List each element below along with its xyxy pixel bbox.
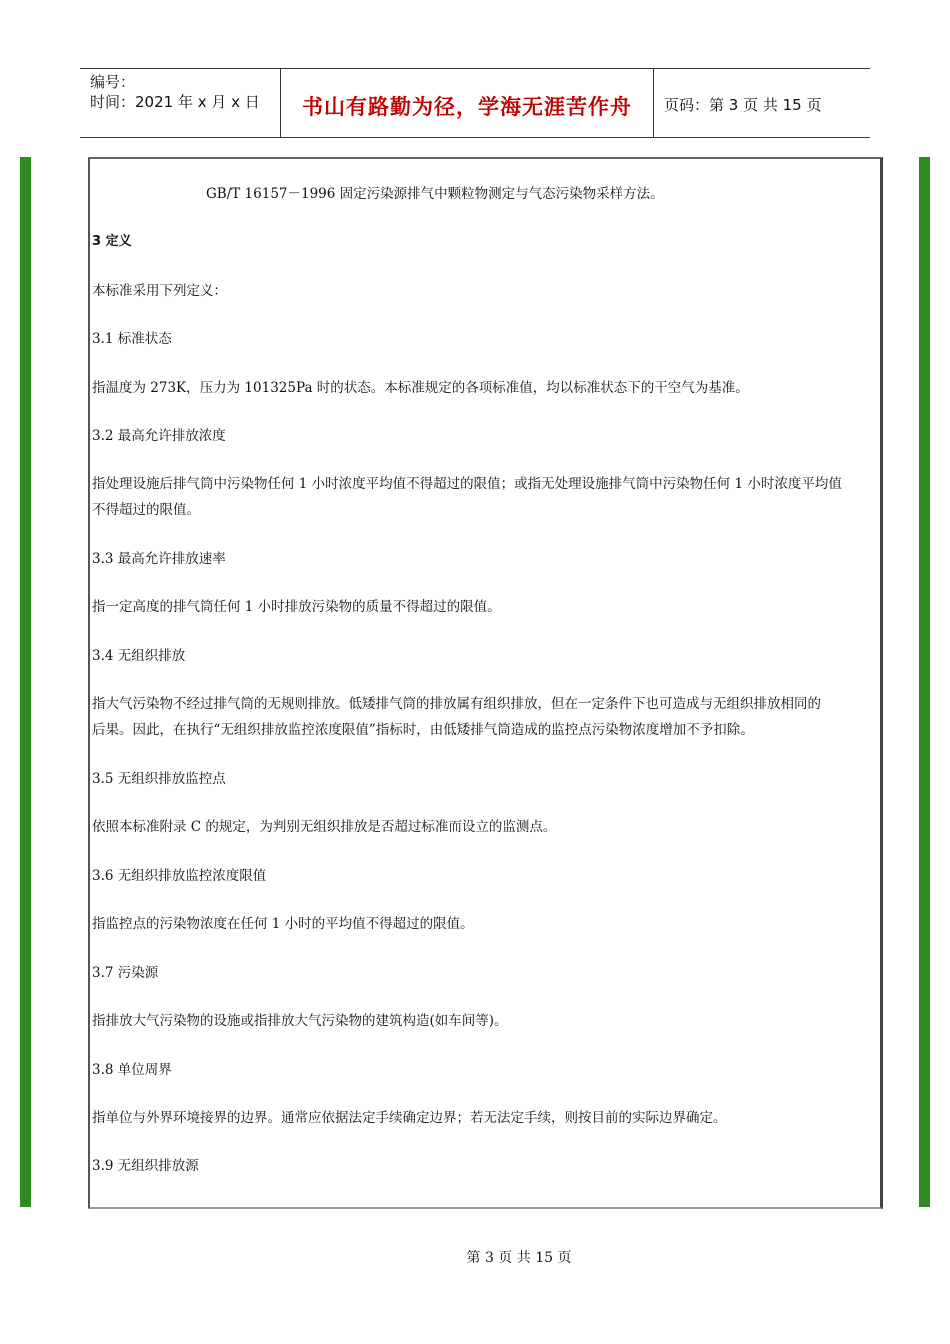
- item-text: 指温度为 273K，压力为 101325Pa 时的状态。本标准规定的各项标准值，均以标准状态下的干空气为基准。: [92, 380, 749, 396]
- item-title: 3.8 单位周界: [92, 1062, 172, 1078]
- item-text: 指处理设施后排气筒中污染物任何 1 小时浓度平均值不得超过的限值；或指无处理设施排气筒中污染物任何 1 小时浓度平均值: [92, 476, 842, 492]
- page-label: 页码：第 3 页 共 15 页: [664, 96, 822, 114]
- item-text: 指排放大气污染物的设施或指排放大气污染物的建筑构造(如车间等)。: [92, 1013, 508, 1029]
- item-title: 3.5 无组织排放监控点: [92, 771, 226, 787]
- reference-line: GB/T 16157－1996 固定污染源排气中颗粒物测定与气态污染物采样方法。: [206, 186, 664, 202]
- item-title: 3.2 最高允许排放浓度: [92, 428, 226, 444]
- item-text: 后果。因此，在执行“无组织排放监控浓度限值”指标时，由低矮排气筒造成的监控点污染物浓度增加不予扣除。: [92, 722, 754, 738]
- item-title: 3.4 无组织排放: [92, 648, 186, 664]
- intro-text: 本标准采用下列定义：: [92, 283, 227, 299]
- header-table: [80, 68, 870, 138]
- item-title: 3.3 最高允许排放速率: [92, 551, 226, 567]
- item-text: 指大气污染物不经过排气筒的无规则排放。低矮排气筒的排放属有组织排放，但在一定条件下也可造成与无组织排放相同的: [92, 696, 821, 712]
- item-title: 3.9 无组织排放源: [92, 1158, 199, 1174]
- header-motto-cell: [281, 69, 654, 137]
- section-title: 3 定义: [92, 234, 132, 249]
- right-green-bar: [919, 157, 930, 1207]
- content-box: [88, 157, 883, 1209]
- header-page-cell: [654, 69, 870, 137]
- item-title: 3.7 污染源: [92, 965, 159, 981]
- item-text: 指一定高度的排气筒任何 1 小时排放污染物的质量不得超过的限值。: [92, 599, 501, 615]
- header-left-cell: [80, 69, 281, 137]
- time-label: 时间：2021 年 x 月 x 日: [90, 93, 260, 111]
- item-title: 3.1 标准状态: [92, 331, 172, 347]
- item-title: 3.6 无组织排放监控浓度限值: [92, 868, 267, 884]
- item-text: 依照本标准附录 C 的规定，为判别无组织排放是否超过标准而设立的监测点。: [92, 819, 557, 835]
- item-text: 不得超过的限值。: [92, 502, 200, 518]
- item-text: 指监控点的污染物浓度在任何 1 小时的平均值不得超过的限值。: [92, 916, 474, 932]
- footer-page-number: 第 3 页 共 15 页: [466, 1250, 572, 1266]
- left-green-bar: [20, 157, 31, 1207]
- motto: 书山有路勤为径，学海无涯苦作舟: [302, 95, 632, 119]
- code-label: 编号：: [90, 73, 136, 91]
- item-text: 指单位与外界环境接界的边界。通常应依据法定手续确定边界；若无法定手续，则按目前的实际边界确定。: [92, 1110, 727, 1126]
